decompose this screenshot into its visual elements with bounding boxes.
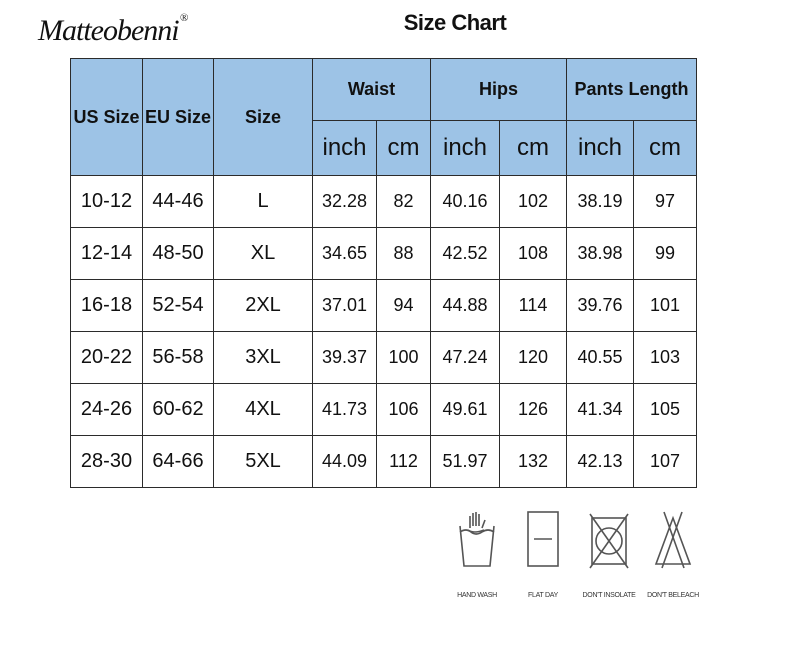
cell-waist-inch: 34.65 (313, 228, 377, 280)
cell-length-inch: 40.55 (567, 332, 634, 384)
hand-wash-icon (454, 508, 500, 570)
cell-us-size: 24-26 (71, 384, 143, 436)
header-length-inch: inch (567, 121, 634, 176)
cell-us-size: 16-18 (71, 280, 143, 332)
cell-hips-inch: 44.88 (431, 280, 500, 332)
cell-size: 4XL (214, 384, 313, 436)
cell-hips-inch: 49.61 (431, 384, 500, 436)
cell-size: 3XL (214, 332, 313, 384)
registered-mark: ® (180, 12, 188, 24)
table-row (71, 280, 697, 332)
care-do-not-bleach (638, 508, 708, 599)
cell-waist-inch: 44.09 (313, 436, 377, 488)
flat-dry-icon (520, 508, 566, 570)
cell-size: L (214, 176, 313, 228)
cell-hips-inch: 40.16 (431, 176, 500, 228)
brand-name: Matteobenni (38, 14, 179, 47)
table-row (71, 436, 697, 488)
header-us-size: US Size (71, 59, 143, 176)
cell-hips-inch: 42.52 (431, 228, 500, 280)
cell-waist-cm: 100 (377, 332, 431, 384)
cell-waist-inch: 37.01 (313, 280, 377, 332)
cell-hips-cm: 120 (500, 332, 567, 384)
cell-length-inch: 39.76 (567, 280, 634, 332)
cell-hips-cm: 132 (500, 436, 567, 488)
cell-waist-cm: 106 (377, 384, 431, 436)
cell-length-cm: 105 (634, 384, 697, 436)
cell-waist-inch: 41.73 (313, 384, 377, 436)
care-flat-dry (508, 508, 578, 599)
cell-waist-cm: 82 (377, 176, 431, 228)
care-label: HAND WASH (457, 592, 497, 599)
cell-eu-size: 52-54 (143, 280, 214, 332)
cell-waist-inch: 32.28 (313, 176, 377, 228)
care-label: DON'T INSOLATE (582, 592, 636, 599)
header-length-cm: cm (634, 121, 697, 176)
cell-waist-cm: 112 (377, 436, 431, 488)
cell-length-cm: 99 (634, 228, 697, 280)
header-eu-size: EU Size (143, 59, 214, 176)
care-label: DON'T BELEACH (647, 592, 699, 599)
cell-length-cm: 101 (634, 280, 697, 332)
cell-hips-cm: 102 (500, 176, 567, 228)
cell-size: 5XL (214, 436, 313, 488)
header-hips-inch: inch (431, 121, 500, 176)
do-not-tumble-dry-icon (586, 508, 632, 570)
cell-length-cm: 103 (634, 332, 697, 384)
header-waist-inch: inch (313, 121, 377, 176)
cell-length-inch: 42.13 (567, 436, 634, 488)
cell-length-inch: 38.98 (567, 228, 634, 280)
page-title: Size Chart (403, 10, 507, 35)
header-waist: Waist (313, 59, 431, 121)
header-waist-cm: cm (377, 121, 431, 176)
cell-length-inch: 41.34 (567, 384, 634, 436)
cell-waist-cm: 94 (377, 280, 431, 332)
cell-eu-size: 48-50 (143, 228, 214, 280)
cell-waist-cm: 88 (377, 228, 431, 280)
cell-size: XL (214, 228, 313, 280)
cell-length-cm: 107 (634, 436, 697, 488)
cell-eu-size: 56-58 (143, 332, 214, 384)
cell-us-size: 12-14 (71, 228, 143, 280)
cell-size: 2XL (214, 280, 313, 332)
cell-eu-size: 60-62 (143, 384, 214, 436)
table-row (71, 384, 697, 436)
cell-hips-cm: 126 (500, 384, 567, 436)
header-hips: Hips (431, 59, 567, 121)
care-hand-wash (442, 508, 512, 599)
cell-hips-inch: 51.97 (431, 436, 500, 488)
header-size: Size (214, 59, 313, 176)
cell-us-size: 28-30 (71, 436, 143, 488)
cell-hips-inch: 47.24 (431, 332, 500, 384)
size-chart-table (70, 58, 697, 488)
table-row (71, 332, 697, 384)
cell-hips-cm: 108 (500, 228, 567, 280)
table-row (71, 228, 697, 280)
care-do-not-tumble-dry (574, 508, 644, 599)
table-row (71, 176, 697, 228)
cell-us-size: 20-22 (71, 332, 143, 384)
do-not-bleach-icon (650, 508, 696, 570)
cell-us-size: 10-12 (71, 176, 143, 228)
cell-length-cm: 97 (634, 176, 697, 228)
cell-eu-size: 64-66 (143, 436, 214, 488)
header-hips-cm: cm (500, 121, 567, 176)
cell-waist-inch: 39.37 (313, 332, 377, 384)
cell-eu-size: 44-46 (143, 176, 214, 228)
header-pants-length: Pants Length (567, 59, 697, 121)
care-label: FLAT DAY (528, 592, 558, 599)
cell-length-inch: 38.19 (567, 176, 634, 228)
cell-hips-cm: 114 (500, 280, 567, 332)
